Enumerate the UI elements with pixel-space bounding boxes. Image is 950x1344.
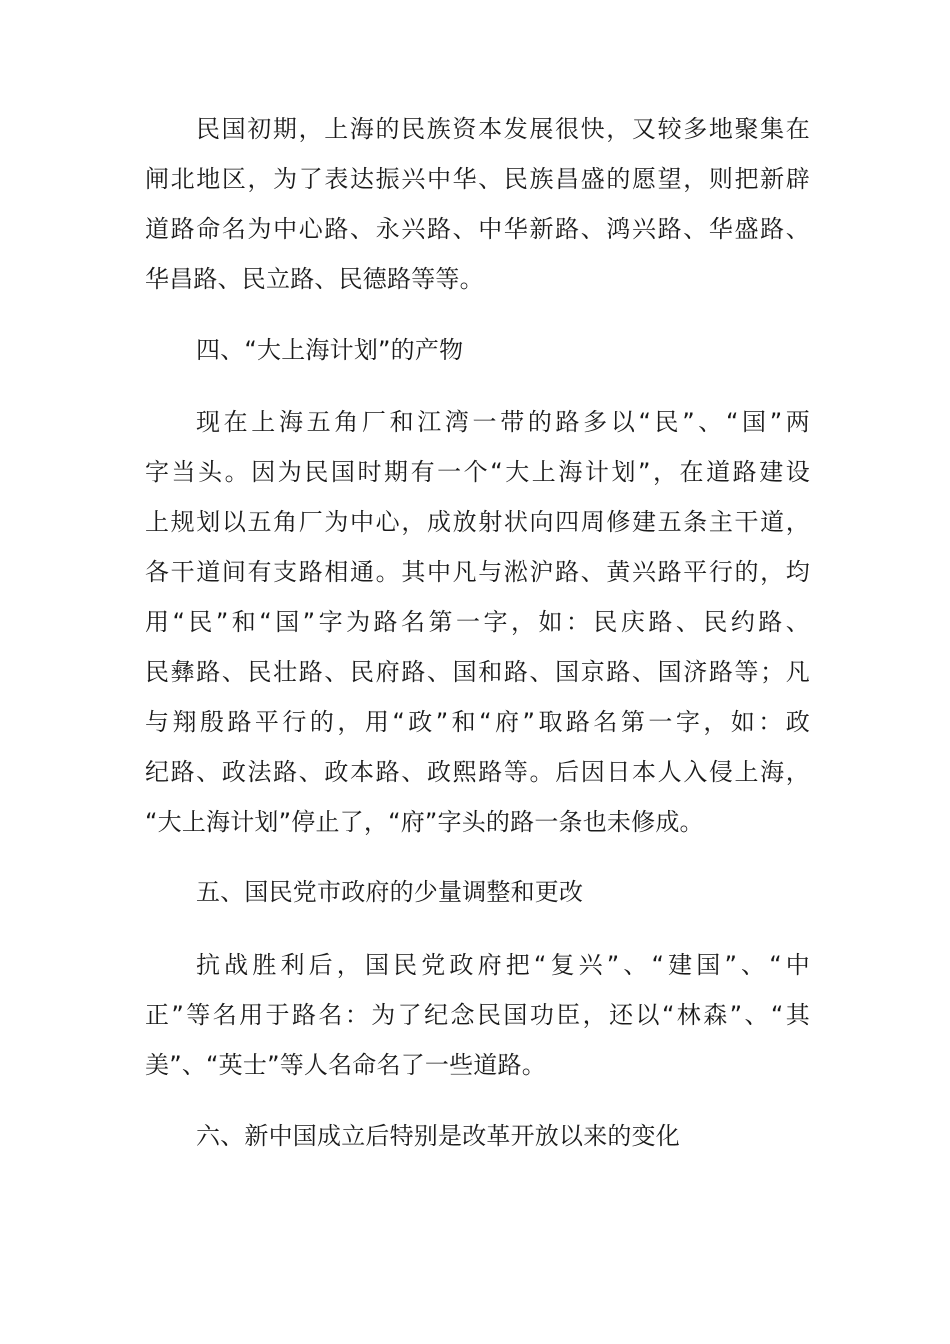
paragraph-post-war: [145, 940, 810, 1090]
text-line: 华昌路、民立路、民德路等等。: [145, 265, 484, 293]
text-line: 上规划以五角厂为中心，成放射状向四周修建五条主干道，: [145, 508, 810, 536]
text-line: 民彝路、民壮路、民府路、国和路、国京路、国济路等；凡: [145, 658, 810, 686]
text-line: 用“民”和“国”字为路名第一字，如：民庆路、民约路、: [145, 608, 810, 636]
section-heading: 四、“大上海计划”的产物: [196, 336, 464, 364]
text-line: 民国初期，上海的民族资本发展很快，又较多地聚集在: [196, 115, 810, 143]
text-line: 正”等名用于路名：为了纪念民国功臣，还以“林森”、“其: [145, 1001, 810, 1029]
paragraph-early-republic: [145, 104, 810, 304]
text-line: 美”、“英士”等人名命名了一些道路。: [145, 1051, 546, 1079]
paragraph-greater-shanghai-plan: [145, 397, 810, 847]
text-line: 纪路、政法路、政本路、政熙路等。后因日本人入侵上海，: [145, 758, 810, 786]
section-heading-new-china: [145, 1111, 810, 1161]
text-line: 道路命名为中心路、永兴路、中华新路、鸿兴路、华盛路、: [145, 215, 810, 243]
text-line: “大上海计划”停止了，“府”字头的路一条也未修成。: [145, 808, 704, 836]
text-line: 抗战胜利后，国民党政府把“复兴”、“建国”、“中: [196, 951, 810, 979]
section-heading-greater-shanghai-plan: [145, 325, 810, 375]
section-heading: 五、国民党市政府的少量调整和更改: [196, 878, 584, 906]
section-heading-kmt-adjustments: [145, 867, 810, 917]
text-line: 与翔殷路平行的，用“政”和“府”取路名第一字，如：政: [145, 708, 810, 736]
text-line: 字当头。因为民国时期有一个“大上海计划”，在道路建设: [145, 458, 810, 486]
section-heading: 六、新中国成立后特别是改革开放以来的变化: [196, 1122, 680, 1150]
text-line: 闸北地区，为了表达振兴中华、民族昌盛的愿望，则把新辟: [145, 165, 810, 193]
text-line: 各干道间有支路相通。其中凡与淞沪路、黄兴路平行的，均: [145, 558, 810, 586]
text-line: 现在上海五角厂和江湾一带的路多以“民”、“国”两: [196, 408, 810, 436]
